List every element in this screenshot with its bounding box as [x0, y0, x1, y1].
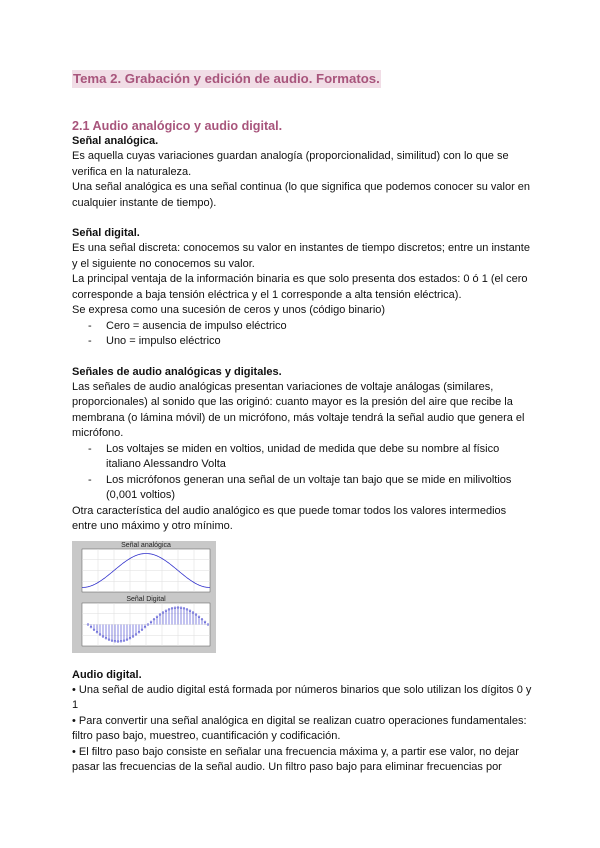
signal-comparison-figure — [72, 541, 216, 653]
document-title: Tema 2. Grabación y edición de audio. Formatos. — [73, 71, 380, 86]
digital-plot-label: Señal Digital — [126, 595, 166, 603]
digital-signal-paragraph-3: Se expresa como una sucesión de ceros y unos (código binario) — [72, 304, 386, 316]
signal-plots — [72, 541, 216, 653]
list-item: - Cero = ausencia de impulso eléctrico — [88, 319, 532, 335]
analog-signal-paragraph-2: Una señal analógica es una señal continua (lo que significa que podemos conocer su valor en cualquier instante de tiempo). — [72, 181, 531, 209]
analog-plot-label: Señal analógica — [121, 541, 171, 549]
spacer — [72, 350, 532, 365]
list-item: - Uno = impulso eléctrico — [88, 334, 532, 350]
document-content — [72, 70, 532, 776]
list-item: - Los micrófonos generan una señal de un voltaje tan bajo que se mide en milivoltios (0,001 voltios) — [88, 473, 532, 504]
audio-digital-bullet: • El filtro paso bajo consiste en señalar una frecuencia máxima y, a partir ese valor, no dejar pasar las frecuencias de la señal audio. Un filtro paso bajo para eliminar frecuencias por — [72, 745, 519, 773]
analog-signal-heading: Señal analógica. — [72, 135, 159, 147]
audio-signals-paragraph-2: Otra característica del audio analógico es que puede tomar todos los valores intermedios entre uno máximo y otro mínimo. — [72, 504, 507, 532]
digital-signal-paragraph-2: La principal ventaja de la información binaria es que solo presenta dos estados: 0 ó 1 (el cero corresponde a baja tensión eléctrica y el 1 corresponde a alta tensión eléctrica). — [72, 273, 528, 301]
list-item: - Los voltajes se miden en voltios, unidad de medida que debe su nombre al físico italiano Alessandro Volta — [88, 442, 532, 473]
audio-digital-bullet: • Una señal de audio digital está formada por números binarios que solo utilizan los dígitos 0 y 1 — [72, 683, 532, 711]
section-heading: 2.1 Audio analógico y audio digital. — [72, 119, 283, 133]
digital-signal-paragraph-1: Es una señal discreta: conocemos su valor en instantes de tiempo discretos; entre un instante y el siguiente no conocemos su valor. — [72, 242, 530, 270]
analog-signal-paragraph-1: Es aquella cuyas variaciones guardan analogía (proporcionalidad, similitud) con lo que se verifica en la naturaleza. — [72, 150, 509, 178]
digital-signal-heading: Señal digital. — [72, 227, 140, 239]
digital-signal-list — [72, 319, 532, 350]
spacer — [72, 653, 532, 668]
audio-signals-heading: Señales de audio analógicas y digitales. — [72, 365, 282, 378]
audio-signals-paragraph-1: Las señales de audio analógicas presentan variaciones de voltaje análogas (similares, proporcionales) al sonido que las originó: cuanto mayor es la presión del aire que recibe la membrana (o lámina móvil) de un micrófono, más voltaje tendrá la señal audio que genera el micrófono. — [72, 380, 525, 439]
audio-signals-list — [72, 442, 532, 504]
audio-digital-heading: Audio digital. — [72, 668, 142, 681]
audio-digital-bullet: • Para convertir una señal analógica en digital se realizan cuatro operaciones fundamentales: filtro paso bajo, muestreo, cuantificación y codificación. — [72, 714, 527, 742]
spacer — [72, 211, 532, 226]
